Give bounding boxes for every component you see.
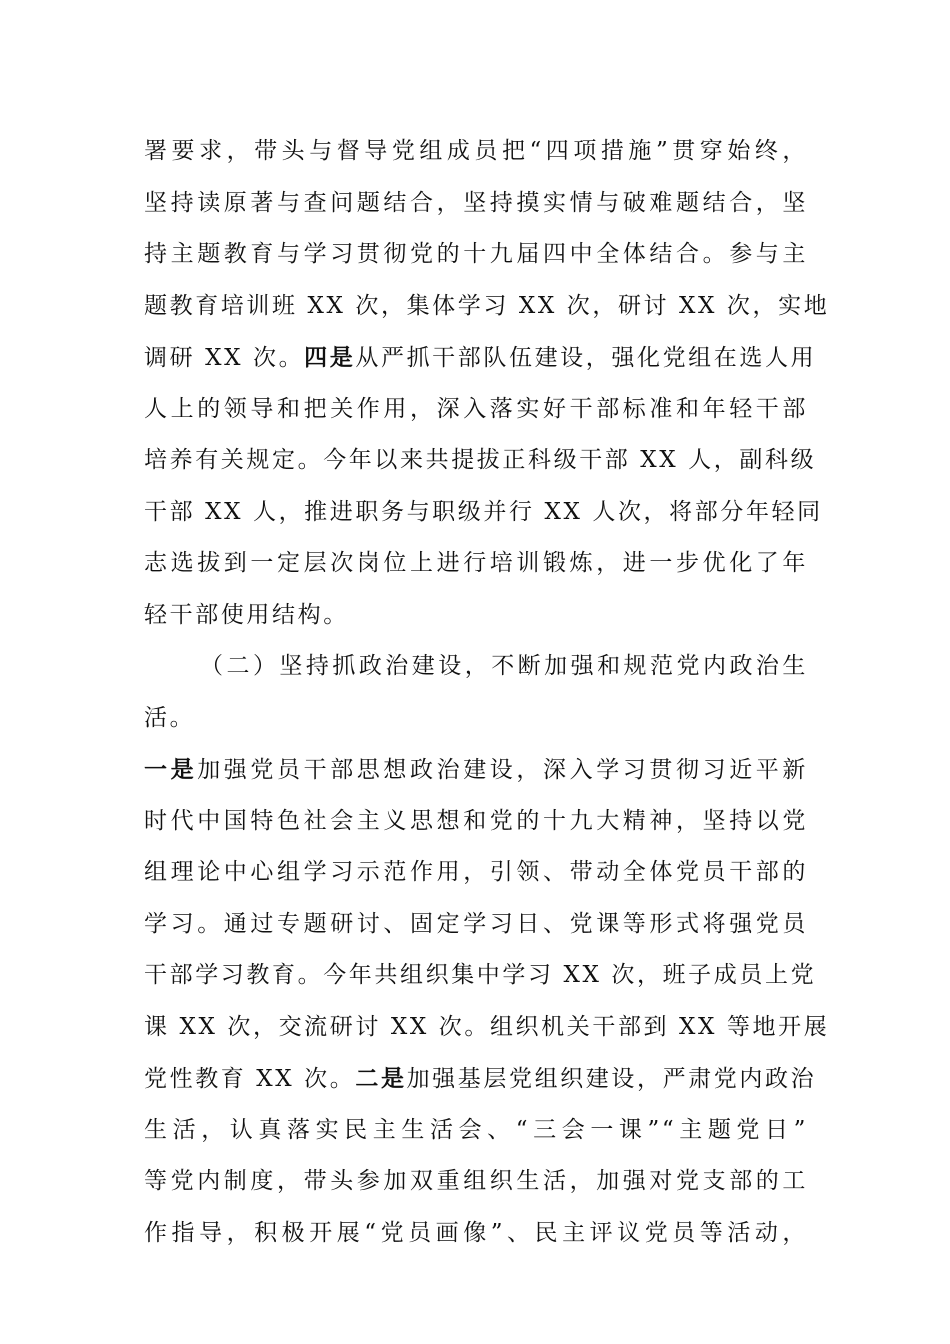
text-segment: （二）坚持抓政治建设，不断加强和规范党内政治生 (200, 653, 808, 679)
text-segment: 署要求，带头与督导党组成员把“四项措施”贯穿始终， (144, 138, 808, 164)
text-segment: 加强基层党组织建设，严肃党内政治 (406, 1066, 817, 1092)
text-line (144, 1002, 830, 1054)
text-segment: 组理论中心组学习示范作用，引领、带动全体党员干部的 (144, 859, 808, 885)
text-line (144, 590, 808, 642)
text-line (144, 1208, 808, 1260)
bold-lead-phrase: 一是 (144, 756, 198, 783)
text-segment: 党性教育 XX 次。 (144, 1066, 356, 1092)
text-line (144, 487, 823, 539)
text-segment: 等党内制度，带头参加双重组织生活，加强对党支部的工 (144, 1168, 808, 1194)
text-line (144, 126, 808, 178)
text-line (144, 538, 808, 590)
text-line (144, 229, 808, 281)
text-line (144, 1105, 808, 1157)
text-segment: 生活，认真落实民主生活会、“三会一课”“主题党日” (144, 1116, 808, 1143)
text-line (144, 1156, 808, 1208)
text-segment: 调研 XX 次。 (144, 345, 305, 371)
text-line (144, 950, 817, 1002)
text-segment: 课 XX 次，交流研讨 XX 次。组织机关干部到 XX 等地开展 (144, 1013, 830, 1040)
bold-lead-phrase: 四是 (304, 344, 356, 371)
text-line (144, 744, 808, 796)
text-line (144, 693, 808, 745)
text-segment: 题教育培训班 XX 次，集体学习 XX 次，研讨 XX 次，实地 (144, 292, 830, 319)
text-line (144, 281, 830, 333)
text-segment: 持主题教育与学习贯彻党的十九届四中全体结合。参与主 (144, 241, 808, 267)
text-line (144, 899, 808, 951)
text-segment: 作指导，积极开展“党员画像”、民主评议党员等活动， (144, 1219, 808, 1246)
text-segment: 志选拔到一定层次岗位上进行培训锻炼，进一步优化了年 (144, 550, 808, 576)
text-line (144, 435, 817, 487)
text-segment: 培养有关规定。今年以来共提拔正科级干部 XX 人，副科级 (144, 447, 817, 473)
text-line (144, 384, 808, 436)
text-segment: 时代中国特色社会主义思想和党的十九大精神，坚持以党 (144, 807, 808, 834)
text-segment: 人上的领导和把关作用，深入落实好干部标准和年轻干部 (144, 395, 808, 422)
text-segment: 学习。通过专题研讨、固定学习日、党课等形式将强党员 (144, 910, 808, 937)
text-line (144, 332, 817, 384)
text-segment: 加强党员干部思想政治建设，深入学习贯彻习近平新 (197, 757, 808, 783)
text-segment: 干部学习教育。今年共组织集中学习 XX 次，班子成员上党 (144, 962, 817, 988)
text-segment: 从严抓干部队伍建设，强化党组在选人用 (355, 345, 817, 371)
text-line (144, 796, 808, 848)
text-segment: 活。 (144, 704, 196, 731)
text-line (144, 178, 808, 230)
text-line (144, 641, 808, 693)
text-line (144, 847, 808, 899)
bold-lead-phrase: 二是 (355, 1065, 407, 1092)
text-segment: 轻干部使用结构。 (144, 601, 349, 628)
text-line (144, 1053, 817, 1105)
body-text (144, 126, 830, 1259)
text-segment: 干部 XX 人，推进职务与职级并行 XX 人次，将部分年轻同 (144, 498, 823, 525)
text-segment: 坚持读原著与查问题结合，坚持摸实情与破难题结合，坚 (144, 189, 808, 216)
